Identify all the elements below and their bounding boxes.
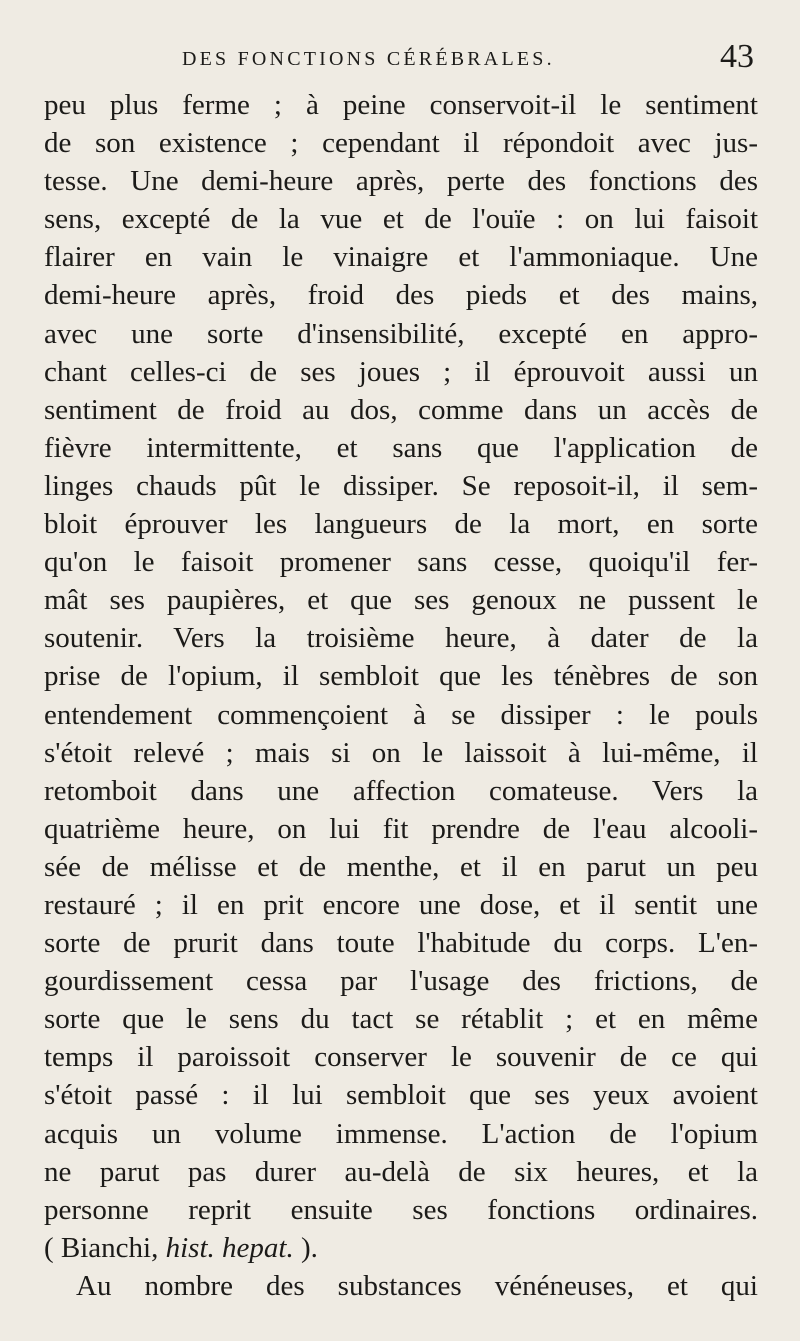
text-line: restauré ; il en prit encore une dose, et il sentit une — [44, 888, 758, 921]
page-number: 43 — [720, 38, 754, 75]
text-line: quatrième heure, on lui fit prendre de l'eau alcooli- — [44, 812, 758, 845]
text-line: avec une sorte d'insensibilité, excepté en appro- — [44, 317, 758, 350]
paragraph-first-line: Au nombre des substances vénéneuses, et qui — [76, 1269, 758, 1302]
text-line: sorte de prurit dans toute l'habitude du corps. L'en- — [44, 927, 758, 960]
text-line: prise de l'opium, il sembloit que les ténèbres de son — [44, 660, 758, 693]
running-title: DES FONCTIONS CÉRÉBRALES. — [182, 48, 555, 70]
text-line: fièvre intermittente, et sans que l'application de — [44, 431, 758, 464]
citation-open: ( Bianchi, — [44, 1231, 166, 1264]
text-line: peu plus ferme ; à peine conservoit-il le sentiment — [44, 89, 758, 121]
text-line: retomboit dans une affection comateuse. Vers la — [44, 774, 758, 807]
text-line: tesse. Une demi-heure après, perte des fonctions des — [44, 165, 758, 198]
text-line: de son existence ; cependant il répondoit avec jus- — [44, 127, 758, 160]
text-line: bloit éprouver les langueurs de la mort, en sorte — [44, 508, 758, 541]
text-line: sentiment de froid au dos, comme dans un accès de — [44, 393, 758, 426]
text-line: entendement commençoient à se dissiper : le pouls — [44, 698, 758, 731]
text-line: ne parut pas durer au-delà de six heures, et la — [44, 1155, 758, 1188]
text-line: gourdissement cessa par l'usage des frictions, de — [44, 965, 758, 998]
text-line: flairer en vain le vinaigre et l'ammoniaque. Une — [44, 241, 758, 274]
text-line: temps il paroissoit conserver le souvenir de ce qui — [44, 1041, 758, 1074]
text-line: sée de mélisse et de menthe, et il en parut un peu — [44, 850, 758, 883]
text-line: s'étoit passé : il lui sembloit que ses yeux avoient — [44, 1079, 758, 1112]
text-line: s'étoit relevé ; mais si on le laissoit à lui-même, il — [44, 736, 758, 769]
body-text — [44, 86, 758, 1305]
text-line: chant celles-ci de ses joues ; il éprouvoit aussi un — [44, 355, 758, 388]
text-line: qu'on le faisoit promener sans cesse, quoiqu'il fer- — [44, 546, 758, 579]
citation-line — [44, 1229, 758, 1267]
text-line: sorte que le sens du tact se rétablit ; et en même — [44, 1003, 758, 1036]
text-line: acquis un volume immense. L'action de l'opium — [44, 1117, 758, 1150]
text-line: sens, excepté de la vue et de l'ouïe : on lui faisoit — [44, 203, 758, 236]
running-head — [44, 38, 758, 82]
text-line: mât ses paupières, et que ses genoux ne pussent le — [44, 584, 758, 617]
citation-close: ). — [293, 1231, 318, 1264]
text-line: personne reprit ensuite ses fonctions ordinaires. — [44, 1193, 758, 1226]
text-line: linges chauds pût le dissiper. Se reposoit-il, il sem- — [44, 469, 758, 502]
text-line: soutenir. Vers la troisième heure, à dater de la — [44, 622, 758, 655]
citation-work: hist. hepat. — [165, 1231, 294, 1264]
text-line: demi-heure après, froid des pieds et des mains, — [44, 279, 758, 312]
